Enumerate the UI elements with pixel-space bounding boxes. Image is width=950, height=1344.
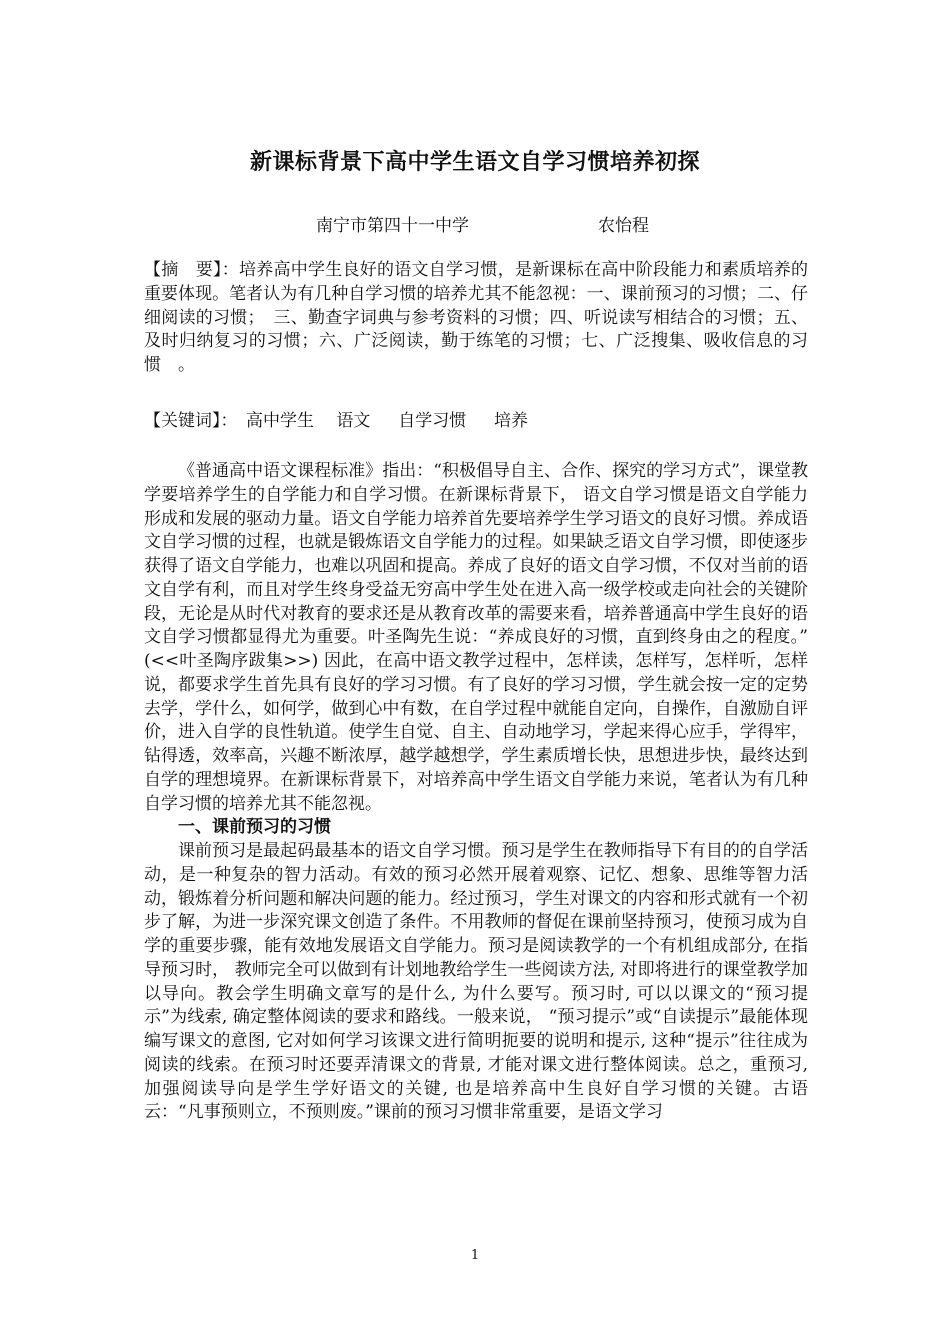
abstract-text: ：培养高中学生良好的语文自学习惯，是新课标在高中阶段能力和素质培养的重要体现。笔者认为有几种自学习惯的培养尤其不能忽视：一、课前预习的习惯；二、仔细阅读的习惯； 三、勤查字词典与参考资料的习惯；四、听说读写相结合的习惯；五、及时归纳复习的习惯；六、广泛阅读，勤于练笔的习惯；七、广泛搜集、吸收信息的习惯 。 (144, 260, 808, 375)
abstract-label: 【摘 要】 (144, 260, 222, 280)
keywords-text: 高中学生 语文 自学习惯 培养 (229, 411, 529, 431)
page-number: 1 (470, 1248, 480, 1263)
keywords (144, 406, 528, 431)
keywords-label: 【关键词】： (144, 411, 229, 431)
paragraph: 《普通高中语文课程标准》指出：“积极倡导自主、合作、探究的学习方式”，课堂教学要培养学生的自学能力和自学习惯。在新课标背景下， 语文自学习惯是语文自学能力形成和发展的驱动力量。语文自学能力培养首先要培养学生学习语文的良好习惯。养成语文自学习惯的过程，也就是锻炼语文自学能力的过程。如果缺乏语文自学习惯，即使逐步获得了语文自学能力，也难以巩固和提高。养成了良好的语文自学习惯，不仅对当前的语文自学有利，而且对学生终身受益无穷高中学生处在进入高一级学校或走向社会的关键阶段，无论是从时代对教育的要求还是从教育改革的需要来看，培养普通高中学生良好的语文自学习惯都显得尤为重要。叶圣陶先生说：“养成良好的习惯，直到终身由之的程度。” (<<叶圣陶序跋集>>) 因此，在高中语文教学过程中，怎样读，怎样写，怎样听，怎样说，都要求学生首先具有良好的学习习惯。有了良好的学习习惯，学生就会按一定的定势去学，学什么，如何学，做到心中有数，在自学过程中就能自定向，自操作，自激励自评价，进入自学的良性轨道。使学生自觉、自主、自动地学习，学起来得心应手，学得牢，钻得透，效率高，兴趣不断浓厚，越学越想学，学生素质增长快，思想进步快，最终达到自学的理想境界。在新课标背景下，对培养高中学生语文自学能力来说，笔者认为有几种自学习惯的培养尤其不能忽视。 (144, 461, 808, 814)
school-name: 南宁市第四十一中学 (316, 216, 469, 236)
body-text (144, 460, 808, 1125)
paragraph: 课前预习是最起码最基本的语文自学习惯。预习是学生在教师指导下有目的的自学活动，是一种复杂的智力活动。有效的预习必然开展着观察、记忆、想象、思维等智力活动，锻炼着分析问题和解决问题的能力。经过预习，学生对课文的内容和形式就有一个初步了解，为进一步深究课文创造了条件。不用教师的督促在课前坚持预习，使预习成为自学的重要步骤，能有效地发展语文自学能力。预习是阅读教学的一个有机组成部分, 在指导预习时， 教师完全可以做到有计划地教给学生一些阅读方法, 对即将进行的课堂教学加以导向。教会学生明确文章写的是什么, 为什么要写。预习时, 可以以课文的“预习提示”为线索, 确定整体阅读的要求和路线。一般来说， “预习提示”或“自读提示”最能体现编写课文的意图, 它对如何学习该课文进行简明扼要的说明和提示, 这种“提示”往往成为阅读的线索。在预习时还要弄清课文的背景, 才能对课文进行整体阅读。总之，重预习, 加强阅读导向是学生学好语文的关键, 也是培养高中生良好自学习惯的关键。古语云：“凡事预则立，不预则废。”课前的预习习惯非常重要，是语文学习 (144, 841, 808, 1123)
section-heading: 一、课前预习的习惯 (178, 817, 331, 838)
document-title: 新课标背景下高中学生语文自学习惯培养初探 (249, 149, 700, 175)
author-name: 农怡程 (598, 216, 649, 236)
abstract (144, 259, 808, 378)
